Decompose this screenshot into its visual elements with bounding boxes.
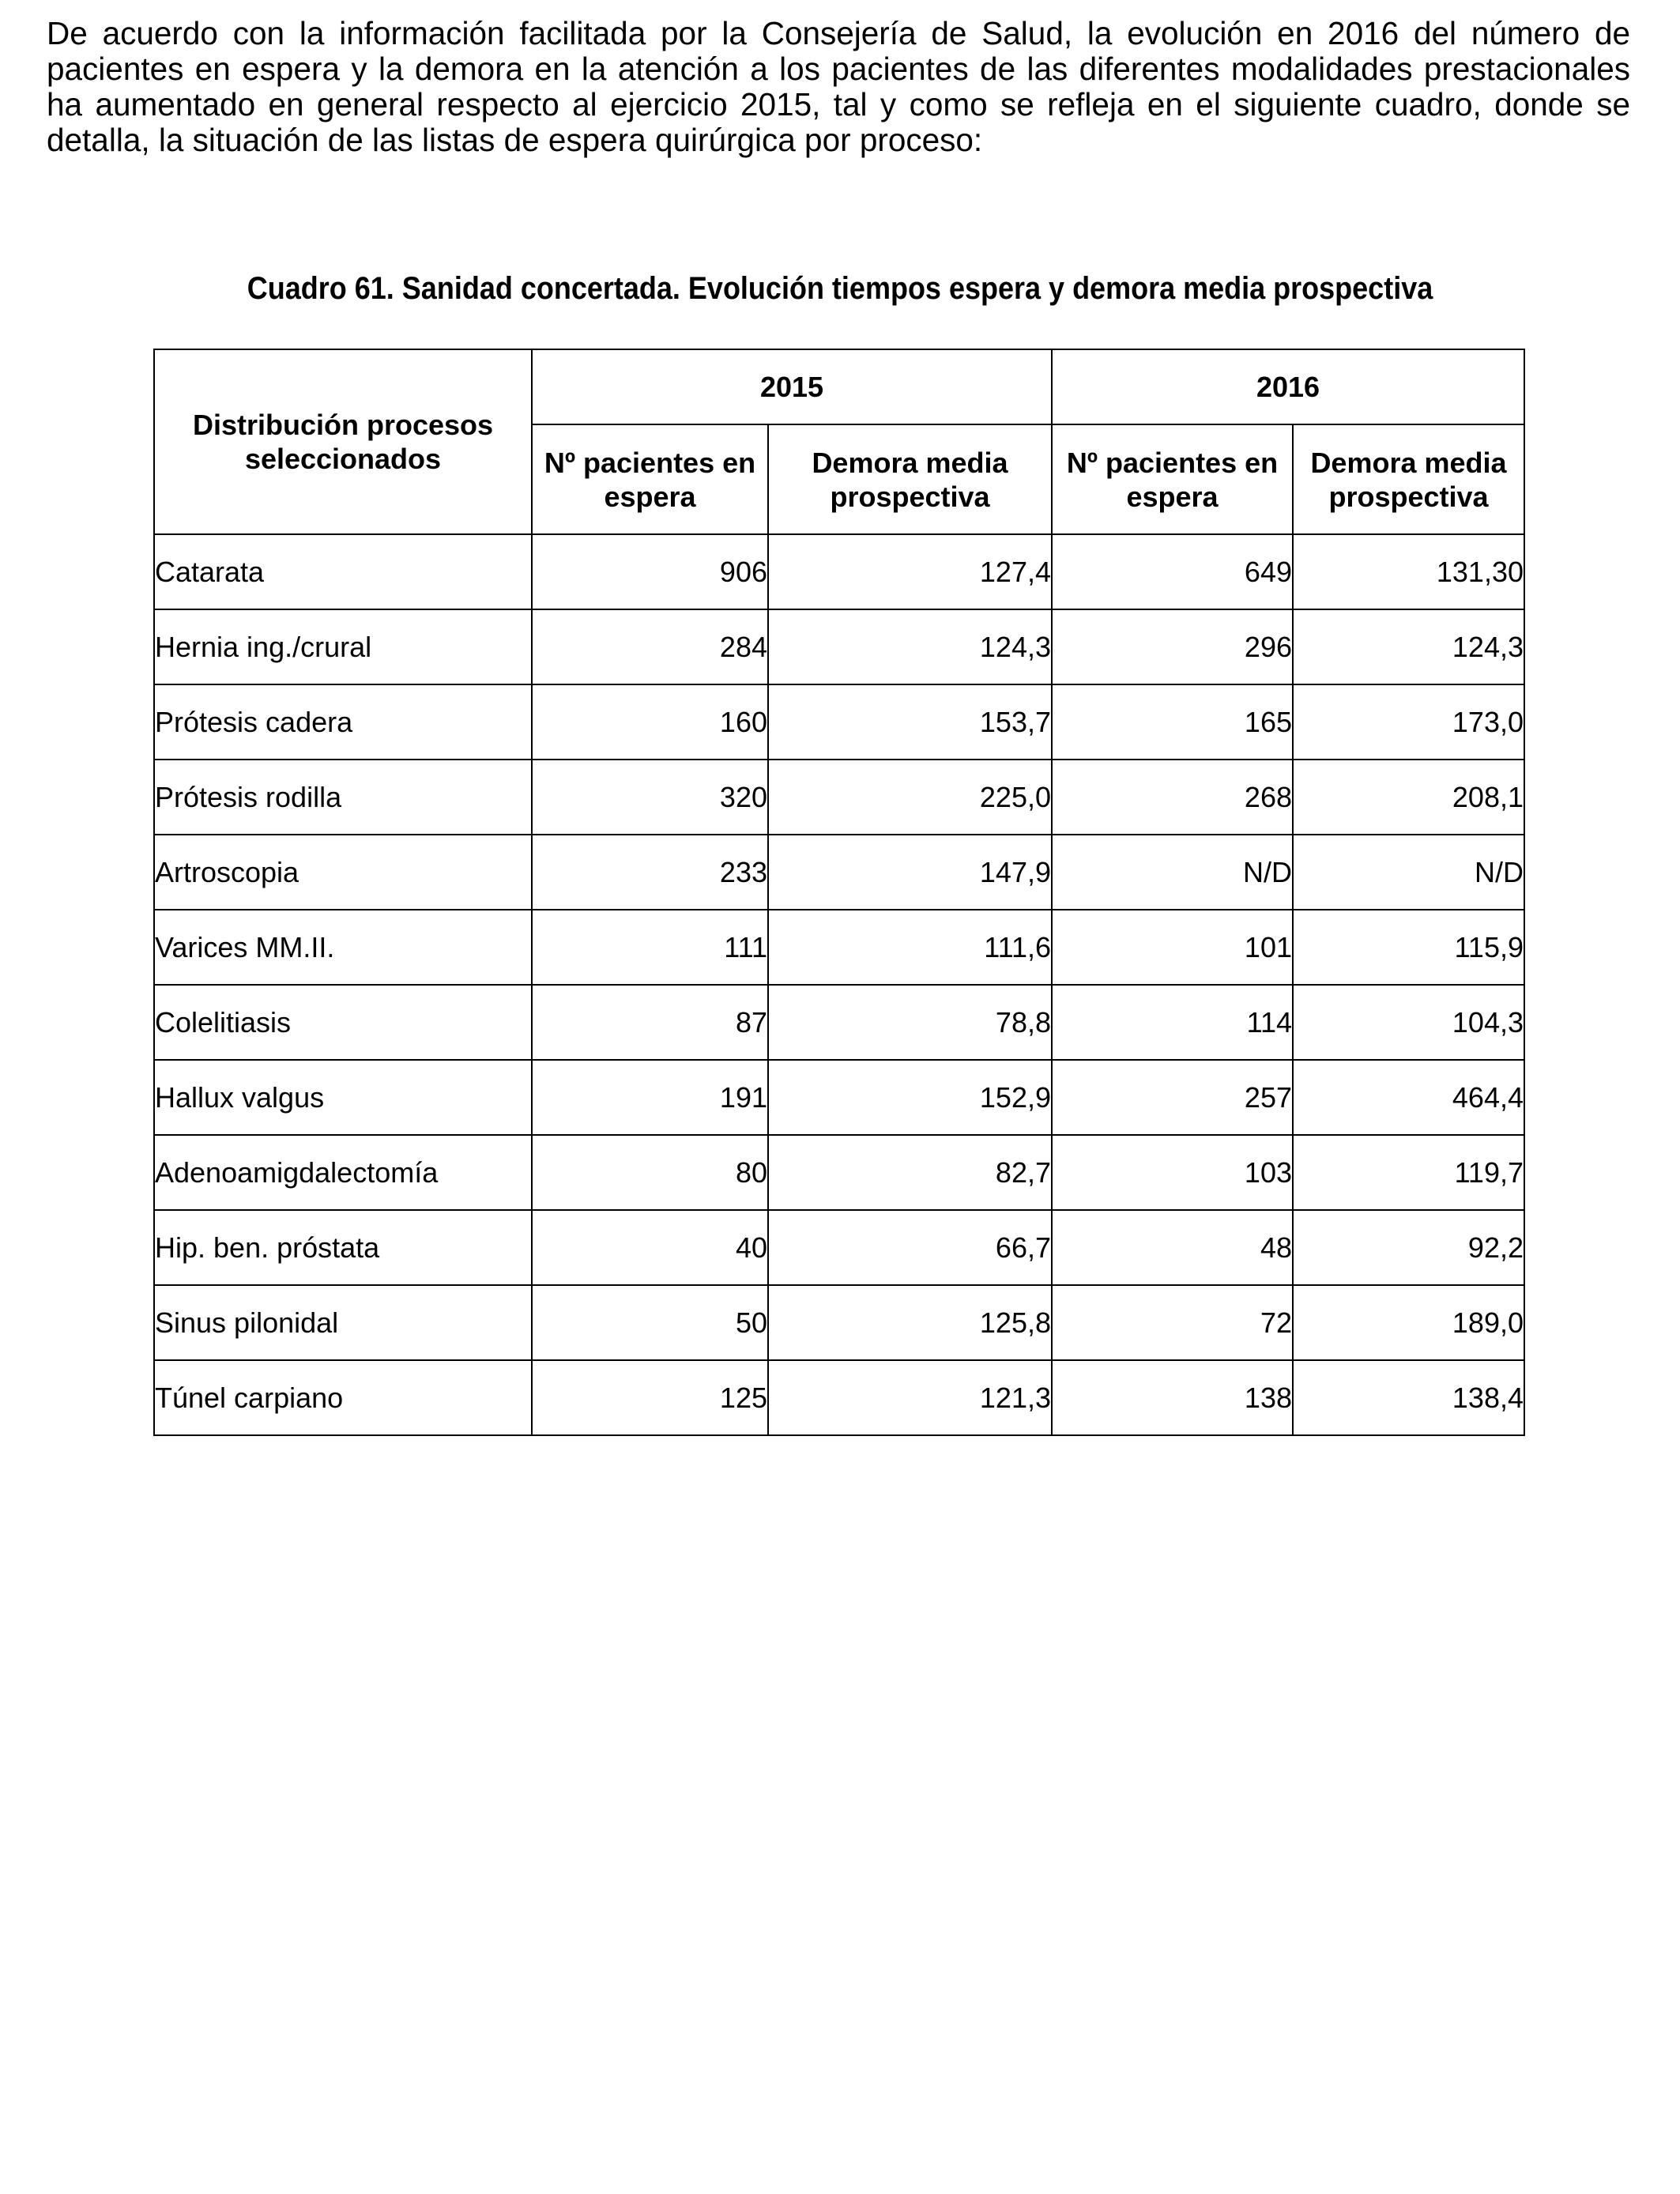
table-row bbox=[154, 534, 1524, 609]
patients-2015-cell: 80 bbox=[532, 1135, 768, 1210]
delay-2016-cell: 92,2 bbox=[1293, 1210, 1524, 1285]
table-row bbox=[154, 1060, 1524, 1135]
patients-2015-cell: 87 bbox=[532, 985, 768, 1060]
delay-2015-cell: 121,3 bbox=[768, 1360, 1052, 1435]
delay-2015-cell: 78,8 bbox=[768, 985, 1052, 1060]
patients-2016-cell: 72 bbox=[1052, 1285, 1293, 1360]
delay-2016-cell: N/D bbox=[1293, 835, 1524, 910]
delay-2016-cell: 464,4 bbox=[1293, 1060, 1524, 1135]
delay-2016-cell: 138,4 bbox=[1293, 1360, 1524, 1435]
process-cell: Hallux valgus bbox=[154, 1060, 532, 1135]
header-year-2016: 2016 bbox=[1052, 349, 1524, 424]
delay-2016-cell: 131,30 bbox=[1293, 534, 1524, 609]
table-row bbox=[154, 1360, 1524, 1435]
delay-2015-cell: 127,4 bbox=[768, 534, 1052, 609]
process-cell: Sinus pilonidal bbox=[154, 1285, 532, 1360]
table-row bbox=[154, 609, 1524, 684]
table-row bbox=[154, 1210, 1524, 1285]
table-body bbox=[154, 534, 1524, 1435]
table-row bbox=[154, 985, 1524, 1060]
delay-2016-cell: 208,1 bbox=[1293, 760, 1524, 835]
patients-2016-cell: N/D bbox=[1052, 835, 1293, 910]
table-row bbox=[154, 1285, 1524, 1360]
header-delay-2016: Demora media prospectiva bbox=[1293, 424, 1524, 534]
process-cell: Colelitiasis bbox=[154, 985, 532, 1060]
delay-2015-cell: 125,8 bbox=[768, 1285, 1052, 1360]
patients-2015-cell: 160 bbox=[532, 684, 768, 760]
delay-2015-cell: 152,9 bbox=[768, 1060, 1052, 1135]
patients-2016-cell: 138 bbox=[1052, 1360, 1293, 1435]
patients-2016-cell: 257 bbox=[1052, 1060, 1293, 1135]
patients-2016-cell: 103 bbox=[1052, 1135, 1293, 1210]
process-cell: Hernia ing./crural bbox=[154, 609, 532, 684]
table-row bbox=[154, 835, 1524, 910]
patients-2016-cell: 165 bbox=[1052, 684, 1293, 760]
delay-2016-cell: 119,7 bbox=[1293, 1135, 1524, 1210]
delay-2016-cell: 189,0 bbox=[1293, 1285, 1524, 1360]
delay-2015-cell: 225,0 bbox=[768, 760, 1052, 835]
delay-2016-cell: 124,3 bbox=[1293, 609, 1524, 684]
process-cell: Prótesis rodilla bbox=[154, 760, 532, 835]
header-patients-2016: Nº pacientes en espera bbox=[1052, 424, 1293, 534]
process-cell: Túnel carpiano bbox=[154, 1360, 532, 1435]
patients-2015-cell: 320 bbox=[532, 760, 768, 835]
patients-2015-cell: 50 bbox=[532, 1285, 768, 1360]
patients-2015-cell: 284 bbox=[532, 609, 768, 684]
process-cell: Adenoamigdalectomía bbox=[154, 1135, 532, 1210]
intro-paragraph: De acuerdo con la información facilitada por la Consejería de Salud, la evolución en 2016 del número de pacientes en espera y la demora en la atención a los pacientes de las diferentes modalidades prestacionales ha aumentado en general respecto al ejercicio 2015, tal y como se refleja en el siguiente cuadro, donde se detalla, la situación de las listas de espera quirúrgica por proceso: bbox=[47, 15, 1630, 158]
patients-2015-cell: 40 bbox=[532, 1210, 768, 1285]
patients-2015-cell: 191 bbox=[532, 1060, 768, 1135]
delay-2015-cell: 82,7 bbox=[768, 1135, 1052, 1210]
delay-2015-cell: 147,9 bbox=[768, 835, 1052, 910]
patients-2015-cell: 111 bbox=[532, 910, 768, 985]
patients-2015-cell: 233 bbox=[532, 835, 768, 910]
table-row bbox=[154, 760, 1524, 835]
table-row bbox=[154, 1135, 1524, 1210]
patients-2016-cell: 48 bbox=[1052, 1210, 1293, 1285]
delay-2015-cell: 153,7 bbox=[768, 684, 1052, 760]
process-cell: Varices MM.II. bbox=[154, 910, 532, 985]
header-delay-2015: Demora media prospectiva bbox=[768, 424, 1052, 534]
process-cell: Prótesis cadera bbox=[154, 684, 532, 760]
header-year-2015: 2015 bbox=[532, 349, 1052, 424]
patients-2016-cell: 296 bbox=[1052, 609, 1293, 684]
patients-2015-cell: 125 bbox=[532, 1360, 768, 1435]
process-cell: Catarata bbox=[154, 534, 532, 609]
delay-2016-cell: 115,9 bbox=[1293, 910, 1524, 985]
patients-2015-cell: 906 bbox=[532, 534, 768, 609]
delay-2016-cell: 173,0 bbox=[1293, 684, 1524, 760]
header-process: Distribución procesos seleccionados bbox=[154, 349, 532, 534]
delay-2015-cell: 124,3 bbox=[768, 609, 1052, 684]
patients-2016-cell: 268 bbox=[1052, 760, 1293, 835]
table-row bbox=[154, 684, 1524, 760]
patients-2016-cell: 101 bbox=[1052, 910, 1293, 985]
process-cell: Artroscopia bbox=[154, 835, 532, 910]
delay-2015-cell: 66,7 bbox=[768, 1210, 1052, 1285]
table-caption: Cuadro 61. Sanidad concertada. Evolución tiempos espera y demora media prospectiva bbox=[247, 271, 1433, 306]
patients-2016-cell: 114 bbox=[1052, 985, 1293, 1060]
table-row bbox=[154, 910, 1524, 985]
delay-2016-cell: 104,3 bbox=[1293, 985, 1524, 1060]
waiting-times-table bbox=[153, 349, 1525, 1436]
process-cell: Hip. ben. próstata bbox=[154, 1210, 532, 1285]
delay-2015-cell: 111,6 bbox=[768, 910, 1052, 985]
header-patients-2015: Nº pacientes en espera bbox=[532, 424, 768, 534]
patients-2016-cell: 649 bbox=[1052, 534, 1293, 609]
